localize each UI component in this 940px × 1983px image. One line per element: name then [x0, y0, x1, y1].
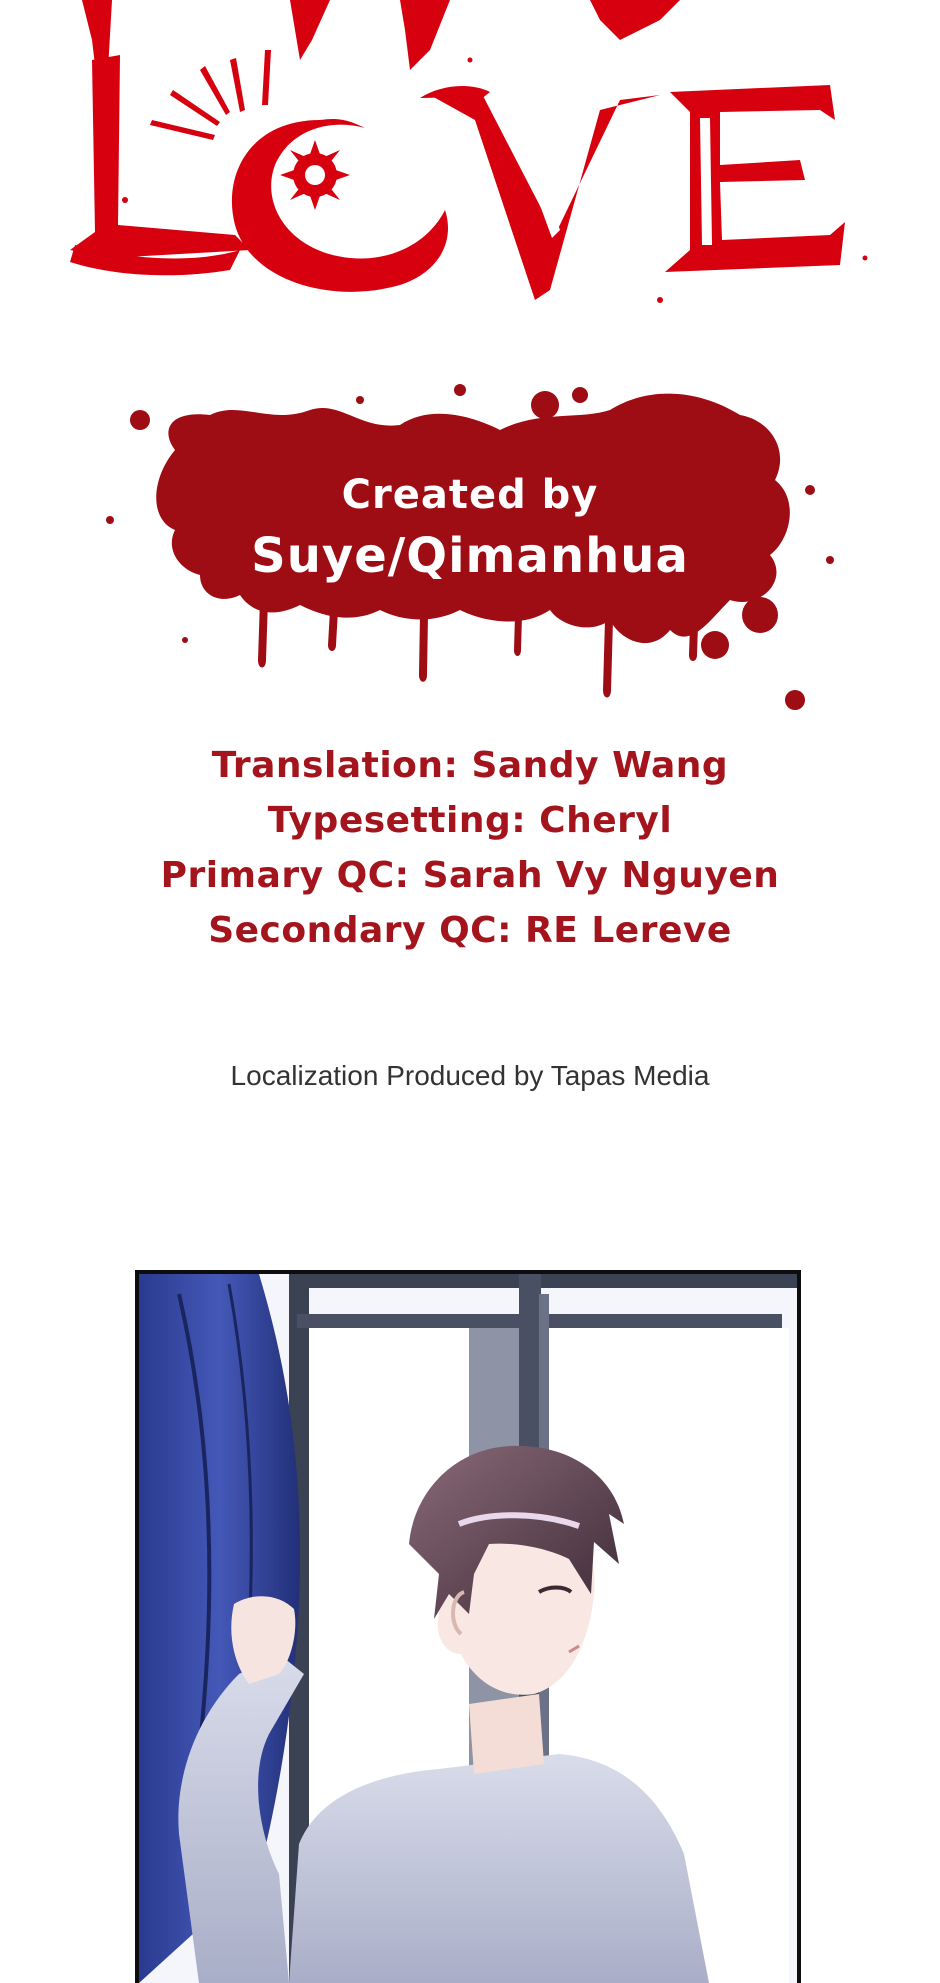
secondary-qc-credit: Secondary QC: RE Lereve — [208, 910, 732, 951]
typesetting-credit: Typesetting: Cheryl — [267, 800, 673, 841]
localization-credit: Localization Produced by Tapas Media — [230, 1060, 710, 1091]
creator-credit-splat — [0, 370, 940, 730]
staff-credits — [0, 738, 940, 958]
creator-name: Suye/Qimanhua — [251, 528, 689, 584]
created-by-label: Created by — [341, 472, 599, 518]
translation-credit: Translation: Sandy Wang — [211, 745, 729, 786]
comic-panel — [135, 1270, 801, 1983]
title-logo — [0, 0, 940, 330]
primary-qc-credit: Primary QC: Sarah Vy Nguyen — [160, 855, 780, 896]
comic-panel-illustration — [139, 1274, 797, 1983]
